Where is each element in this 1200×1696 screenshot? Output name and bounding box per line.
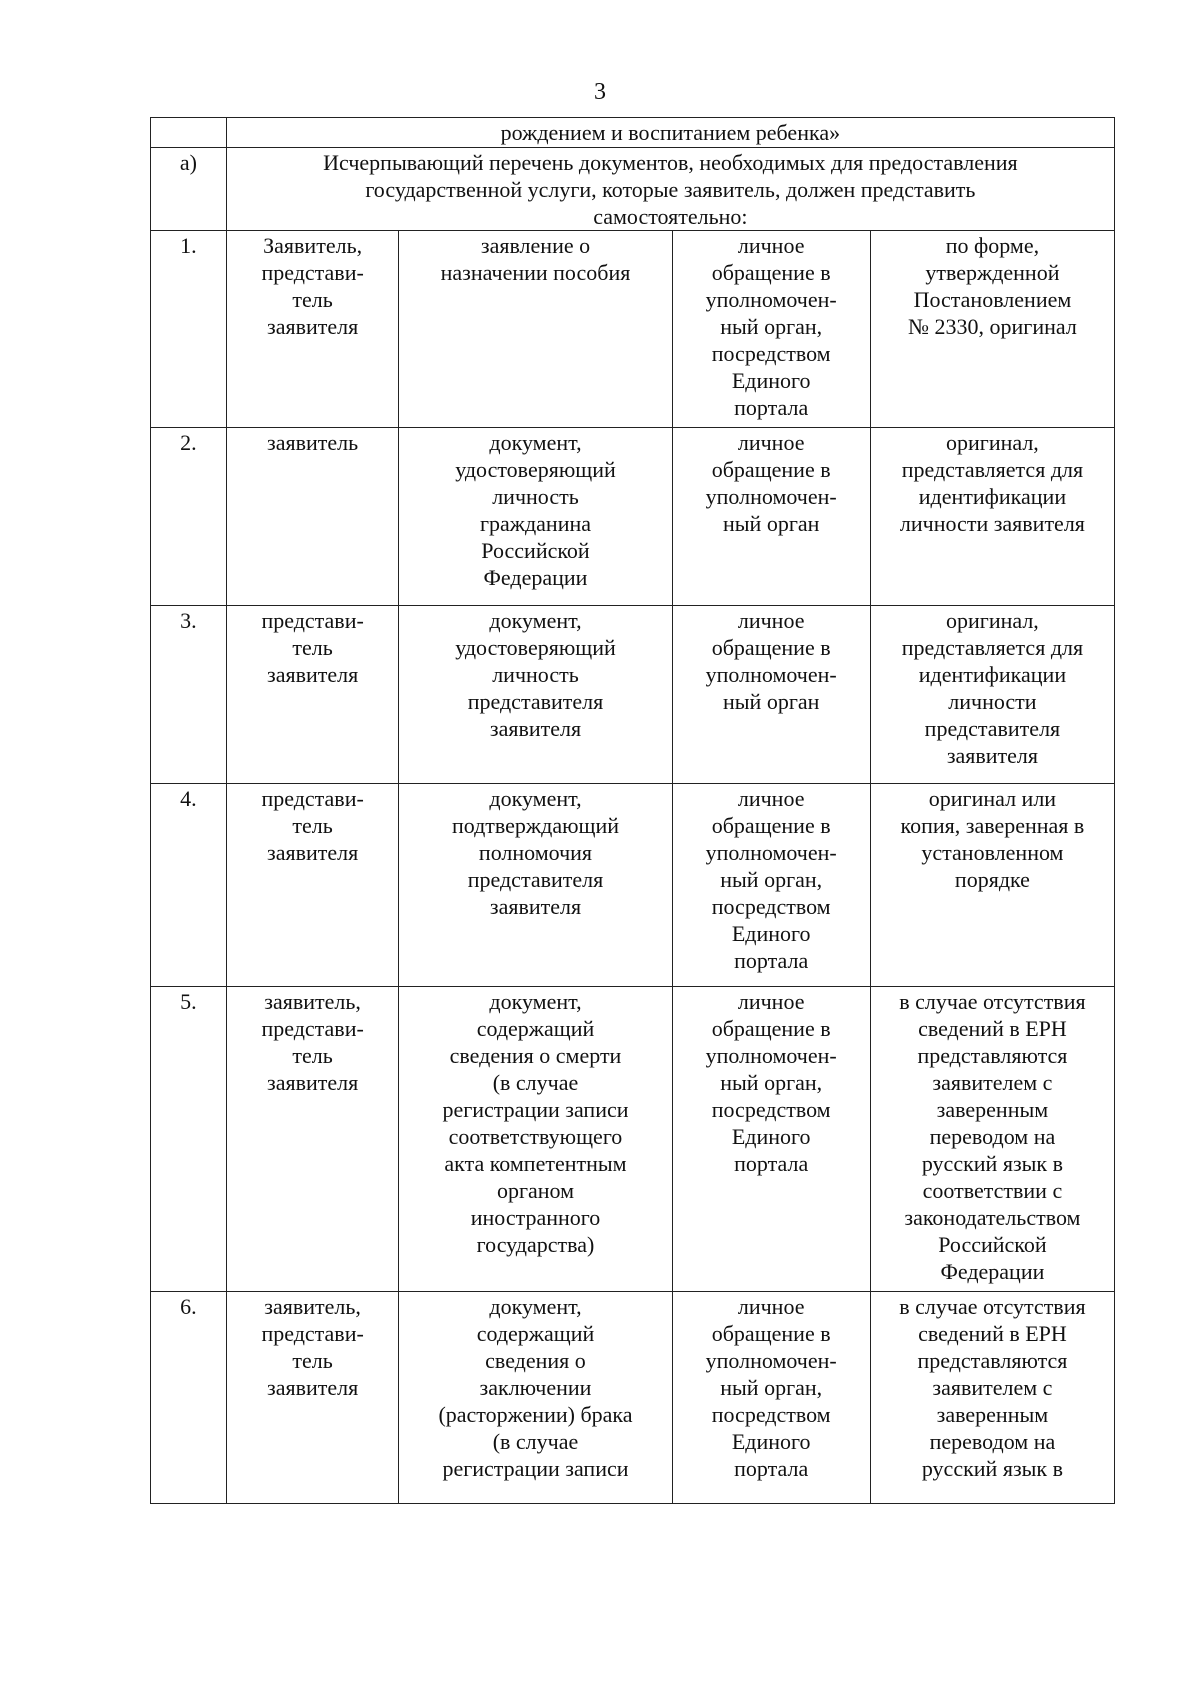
text-line: Федерации xyxy=(483,565,588,590)
text-line: личное xyxy=(737,608,805,633)
table-row xyxy=(151,1292,1115,1504)
method-cell xyxy=(672,428,870,606)
applicant-cell xyxy=(226,606,399,784)
text-line: копия, заверенная в xyxy=(900,813,1085,838)
text-line: личное xyxy=(737,989,805,1014)
applicant-cell xyxy=(226,987,399,1292)
text-line: Федерации xyxy=(940,1259,1045,1284)
text-line: Единого xyxy=(731,1429,811,1454)
text-line: уполномочен- xyxy=(705,840,837,865)
text-line: русский язык в xyxy=(921,1456,1063,1481)
document-cell xyxy=(399,231,672,428)
text-line: содержащий xyxy=(476,1016,595,1041)
row-number: 4. xyxy=(151,784,227,987)
text-line: тель xyxy=(292,287,333,312)
text-line: удостоверяющий xyxy=(455,457,616,482)
text-line: портала xyxy=(734,395,809,420)
text-line: заявитель xyxy=(267,430,359,455)
text-line: уполномочен- xyxy=(705,484,837,509)
text-line: документ, xyxy=(489,989,582,1014)
text-line: Единого xyxy=(731,921,811,946)
text-line: идентификации xyxy=(918,484,1067,509)
text-line: назначении пособия xyxy=(440,260,631,285)
requirements-cell xyxy=(870,1292,1114,1504)
text-line: соответствующего xyxy=(448,1124,623,1149)
text-line: заявителем с xyxy=(932,1375,1053,1400)
text-line: в случае отсутствия xyxy=(899,989,1086,1014)
requirements-cell xyxy=(870,784,1114,987)
text-line: представителя xyxy=(467,867,604,892)
text-line: заявителем с xyxy=(932,1070,1053,1095)
text-line: посредством xyxy=(711,1402,831,1427)
text-line: тель xyxy=(292,1043,333,1068)
text-line: заявителя xyxy=(489,894,582,919)
text-line: личное xyxy=(737,1294,805,1319)
text-line: в случае отсутствия xyxy=(899,1294,1086,1319)
text-line: заключении xyxy=(479,1375,592,1400)
text-line: идентификации xyxy=(918,662,1067,687)
document-cell xyxy=(399,606,672,784)
text-line: портала xyxy=(734,1456,809,1481)
text-line: заявителя xyxy=(267,1070,359,1095)
text-line: документ, xyxy=(489,608,582,633)
table-row xyxy=(151,231,1115,428)
text-line: посредством xyxy=(711,894,831,919)
table-row xyxy=(151,606,1115,784)
text-line: порядке xyxy=(954,867,1030,892)
text-line: Единого xyxy=(731,368,811,393)
text-line: установленном xyxy=(921,840,1064,865)
text-line: ный орган, xyxy=(720,1070,823,1095)
method-cell xyxy=(672,1292,870,1504)
text-line: заявление о xyxy=(480,233,591,258)
text-line: русский язык в xyxy=(921,1151,1063,1176)
text-line: представи- xyxy=(261,1321,364,1346)
text-line: личности xyxy=(948,689,1037,714)
text-line: представляется для xyxy=(901,635,1084,660)
document-cell xyxy=(399,428,672,606)
text-line: регистрации записи xyxy=(442,1456,629,1481)
text-line: Постановлением xyxy=(913,287,1072,312)
text-line: акта компетентным xyxy=(444,1151,627,1176)
text-line: представи- xyxy=(261,608,364,633)
text-line: уполномочен- xyxy=(705,1043,837,1068)
text-line: заявителя xyxy=(946,743,1039,768)
text-line: документ, xyxy=(489,1294,582,1319)
text-line: посредством xyxy=(711,341,831,366)
text-line: соответствии с xyxy=(922,1178,1063,1203)
text-line: Российской xyxy=(938,1232,1047,1257)
method-cell xyxy=(672,987,870,1292)
table-row xyxy=(151,987,1115,1292)
requirements-cell xyxy=(870,428,1114,606)
text-line: ный орган, xyxy=(720,314,823,339)
text-line: заверенным xyxy=(936,1402,1049,1427)
header-row xyxy=(151,118,1115,148)
method-cell xyxy=(672,606,870,784)
text-line: уполномочен- xyxy=(705,662,837,687)
text-line: обращение в xyxy=(711,457,831,482)
text-line: заявителя xyxy=(267,662,359,687)
applicant-cell xyxy=(226,231,399,428)
text-line: ный орган xyxy=(722,689,820,714)
text-line: государственной услуги, которые заявитель, должен представить xyxy=(365,177,976,202)
document-cell xyxy=(399,1292,672,1504)
text-line: подтверждающий xyxy=(451,813,620,838)
text-line: личность xyxy=(492,662,579,687)
text-line: представителя xyxy=(924,716,1061,741)
row-number: 1. xyxy=(151,231,227,428)
text-line: обращение в xyxy=(711,1321,831,1346)
text-line: законодательством xyxy=(904,1205,1081,1230)
text-line: заявителя xyxy=(267,840,359,865)
text-line: обращение в xyxy=(711,1016,831,1041)
section-num: а) xyxy=(151,148,227,231)
section-row xyxy=(151,148,1115,231)
row-number: 2. xyxy=(151,428,227,606)
text-line: государства) xyxy=(476,1232,595,1257)
text-line: регистрации записи xyxy=(442,1097,629,1122)
documents-table xyxy=(150,117,1115,1504)
row-number: 6. xyxy=(151,1292,227,1504)
text-line: тель xyxy=(292,813,333,838)
text-line: самостоятельно: xyxy=(593,204,748,229)
row-number: 3. xyxy=(151,606,227,784)
text-line: личное xyxy=(737,786,805,811)
text-line: переводом на xyxy=(929,1124,1056,1149)
text-line: заявителя xyxy=(267,314,359,339)
text-line: обращение в xyxy=(711,260,831,285)
header-row-text xyxy=(226,118,1114,148)
text-line: рождением и воспитанием ребенка» xyxy=(500,120,841,145)
applicant-cell xyxy=(226,428,399,606)
text-line: ный орган, xyxy=(720,1375,823,1400)
text-line: представи- xyxy=(261,786,364,811)
text-line: удостоверяющий xyxy=(455,635,616,660)
header-row-num xyxy=(151,118,227,148)
text-line: представи- xyxy=(261,1016,364,1041)
text-line: Заявитель, xyxy=(263,233,363,258)
text-line: представителя xyxy=(467,689,604,714)
text-line: оригинал или xyxy=(928,786,1057,811)
text-line: иностранного xyxy=(470,1205,601,1230)
text-line: представляется для xyxy=(901,457,1084,482)
text-line: обращение в xyxy=(711,635,831,660)
text-line: сведений в ЕРН xyxy=(918,1321,1067,1346)
text-line: представляются xyxy=(917,1043,1068,1068)
text-line: личное xyxy=(737,233,805,258)
text-line: тель xyxy=(292,635,333,660)
text-line: оригинал, xyxy=(946,608,1039,633)
text-line: Исчерпывающий перечень документов, необходимых для предоставления xyxy=(323,150,1018,175)
text-line: документ, xyxy=(489,786,582,811)
text-line: посредством xyxy=(711,1097,831,1122)
requirements-cell xyxy=(870,606,1114,784)
text-line: личность xyxy=(492,484,579,509)
text-line: портала xyxy=(734,948,809,973)
text-line: Единого xyxy=(731,1124,811,1149)
text-line: заверенным xyxy=(936,1097,1049,1122)
text-line: ный орган, xyxy=(720,867,823,892)
row-number: 5. xyxy=(151,987,227,1292)
text-line: заявитель, xyxy=(264,1294,361,1319)
requirements-cell xyxy=(870,987,1114,1292)
text-line: тель xyxy=(292,1348,333,1373)
text-line: портала xyxy=(734,1151,809,1176)
text-line: заявителя xyxy=(267,1375,359,1400)
applicant-cell xyxy=(226,784,399,987)
text-line: (в случае xyxy=(492,1429,579,1454)
text-line: личности заявителя xyxy=(899,511,1085,536)
text-line: содержащий xyxy=(476,1321,595,1346)
text-line: гражданина xyxy=(479,511,591,536)
page-number: 3 xyxy=(594,79,606,105)
text-line: оригинал, xyxy=(946,430,1039,455)
text-line: ный орган xyxy=(722,511,820,536)
text-line: по форме, xyxy=(945,233,1040,258)
section-title xyxy=(226,148,1114,231)
document-cell xyxy=(399,987,672,1292)
text-line: сведения о xyxy=(485,1348,586,1373)
text-line: № 2330, оригинал xyxy=(908,314,1077,339)
text-line: полномочия xyxy=(478,840,593,865)
text-line: сведений в ЕРН xyxy=(918,1016,1067,1041)
method-cell xyxy=(672,231,870,428)
text-line: заявитель, xyxy=(264,989,361,1014)
text-line: переводом на xyxy=(929,1429,1056,1454)
text-line: обращение в xyxy=(711,813,831,838)
table-row xyxy=(151,784,1115,987)
document-cell xyxy=(399,784,672,987)
text-line: документ, xyxy=(489,430,582,455)
text-line: (расторжении) брака xyxy=(438,1402,633,1427)
requirements-cell xyxy=(870,231,1114,428)
applicant-cell xyxy=(226,1292,399,1504)
table-row xyxy=(151,428,1115,606)
text-line: органом xyxy=(496,1178,575,1203)
text-line: утвержденной xyxy=(925,260,1060,285)
text-line: сведения о смерти xyxy=(449,1043,622,1068)
text-line: представи- xyxy=(261,260,364,285)
text-line: личное xyxy=(737,430,805,455)
text-line: Российской xyxy=(481,538,590,563)
text-line: уполномочен- xyxy=(705,1348,837,1373)
text-line: представляются xyxy=(917,1348,1068,1373)
text-line: (в случае xyxy=(492,1070,579,1095)
method-cell xyxy=(672,784,870,987)
text-line: заявителя xyxy=(489,716,582,741)
text-line: уполномочен- xyxy=(705,287,837,312)
